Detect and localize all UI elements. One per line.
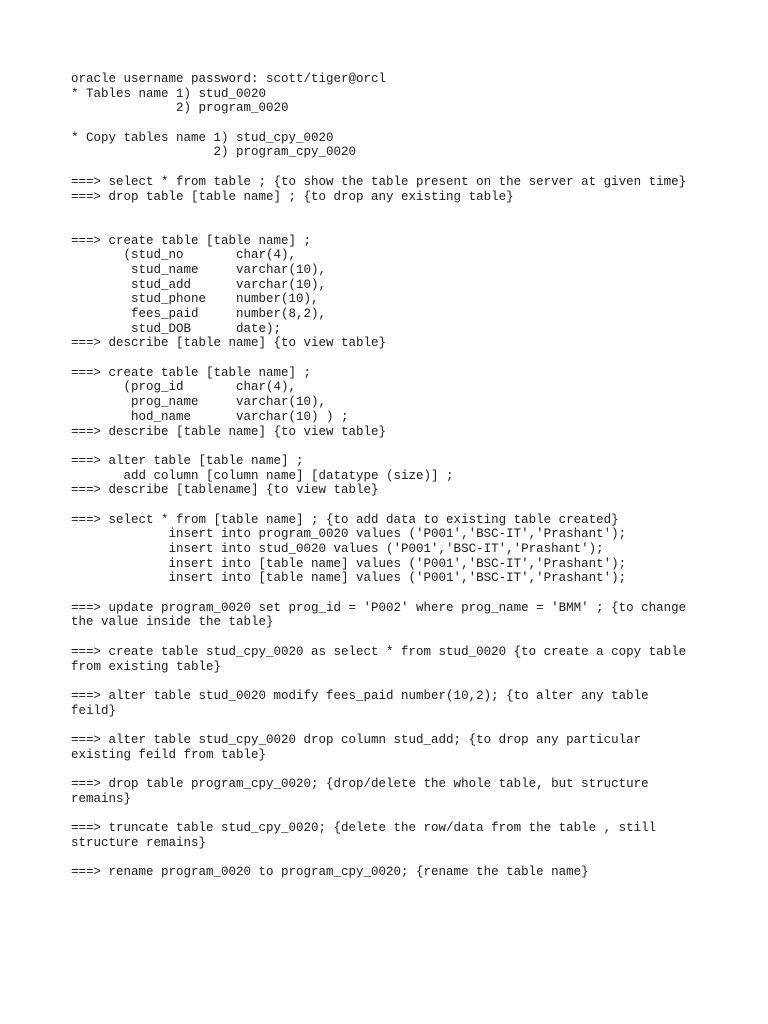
text-line: hod_name varchar(10) ) ; bbox=[71, 409, 349, 424]
text-line: ===> describe [tablename] {to view table} bbox=[71, 483, 379, 498]
text-line: fees_paid number(8,2), bbox=[71, 307, 327, 321]
blank-line bbox=[71, 351, 751, 366]
text-line: stud_name varchar(10), bbox=[71, 262, 327, 277]
blank-line bbox=[71, 439, 751, 454]
text-line: stud_phone number(10), bbox=[71, 292, 319, 307]
blank-line bbox=[71, 586, 751, 601]
text-line: (prog_id char(4), bbox=[71, 380, 297, 395]
text-line: insert into [table name] values ('P001','BSC-IT','Prashant'); bbox=[71, 571, 627, 586]
text-line: structure remains} bbox=[71, 835, 207, 850]
text-line: ===> update program_0020 set prog_id = 'P002' where prog_name = 'BMM' ; {to change bbox=[71, 600, 687, 615]
text-line: ===> create table [table name] ; bbox=[71, 365, 312, 380]
text-line: the value inside the table} bbox=[71, 615, 274, 630]
blank-line bbox=[71, 160, 751, 175]
text-line: * Copy tables name 1) stud_cpy_0020 bbox=[71, 130, 334, 145]
text-line: ===> rename program_0020 to program_cpy_0020; {rename the table name} bbox=[71, 865, 589, 880]
blank-line bbox=[71, 718, 751, 733]
text-line: ===> select * from [table name] ; {to add data to existing table created} bbox=[71, 512, 619, 527]
text-line: feild} bbox=[71, 703, 117, 718]
text-line: oracle username password: scott/tiger@orcl bbox=[71, 72, 387, 86]
text-line: add column [column name] [datatype (size)] ; bbox=[71, 468, 454, 483]
text-line: ===> alter table [table name] ; bbox=[71, 453, 304, 468]
text-line: stud_add varchar(10), bbox=[71, 277, 327, 292]
blank-line bbox=[71, 762, 751, 777]
blank-line bbox=[71, 219, 751, 234]
text-line: ===> select * from table ; {to show the table present on the server at given time} bbox=[71, 174, 687, 189]
text-line: ===> describe [table name] {to view table} bbox=[71, 336, 387, 351]
document-body bbox=[71, 72, 751, 880]
blank-line bbox=[71, 498, 751, 513]
text-line: remains} bbox=[71, 791, 132, 806]
text-line: stud_DOB date); bbox=[71, 321, 282, 336]
text-line: ===> truncate table stud_cpy_0020; {delete the row/data from the table , still bbox=[71, 821, 657, 836]
text-line: prog_name varchar(10), bbox=[71, 395, 327, 410]
text-line: ===> drop table program_cpy_0020; {drop/delete the whole table, but structure bbox=[71, 777, 649, 791]
blank-line bbox=[71, 806, 751, 821]
text-line: ===> describe [table name] {to view table} bbox=[71, 424, 387, 439]
blank-line bbox=[71, 850, 751, 865]
text-line: ===> drop table [table name] ; {to drop any existing table} bbox=[71, 189, 514, 204]
blank-line bbox=[71, 674, 751, 689]
text-line: ===> alter table stud_cpy_0020 drop column stud_add; {to drop any particular bbox=[71, 732, 642, 747]
text-line: existing feild from table} bbox=[71, 747, 267, 762]
text-line: ===> create table stud_cpy_0020 as select * from stud_0020 {to create a copy table bbox=[71, 644, 687, 659]
blank-line bbox=[71, 116, 751, 131]
text-line: 2) program_0020 bbox=[71, 101, 289, 116]
text-line: insert into [table name] values ('P001','BSC-IT','Prashant'); bbox=[71, 556, 627, 571]
text-line: ===> alter table stud_0020 modify fees_paid number(10,2); {to alter any table bbox=[71, 688, 649, 703]
text-line: ===> create table [table name] ; bbox=[71, 233, 312, 248]
text-line: (stud_no char(4), bbox=[71, 248, 297, 263]
text-line: insert into stud_0020 values ('P001','BSC-IT','Prashant'); bbox=[71, 542, 604, 556]
text-line: * Tables name 1) stud_0020 bbox=[71, 86, 267, 101]
blank-line bbox=[71, 630, 751, 645]
text-line: insert into program_0020 values ('P001','BSC-IT','Prashant'); bbox=[71, 527, 627, 542]
blank-line bbox=[71, 204, 751, 219]
text-line: 2) program_cpy_0020 bbox=[71, 145, 357, 160]
text-line: from existing table} bbox=[71, 659, 222, 674]
